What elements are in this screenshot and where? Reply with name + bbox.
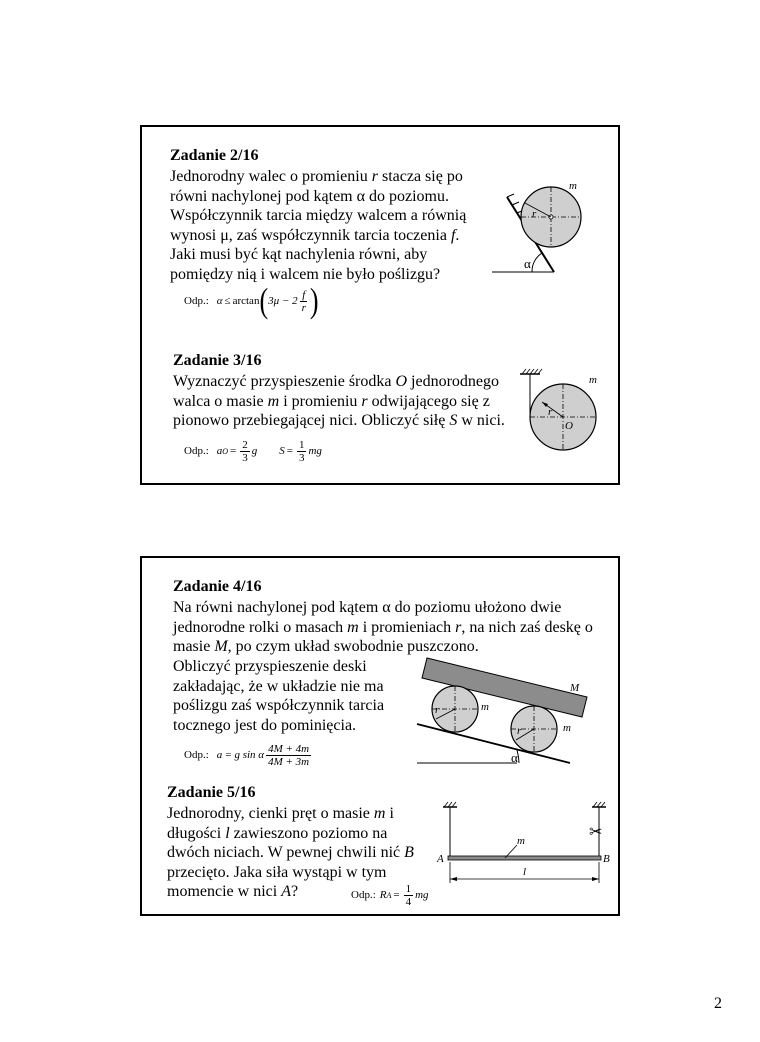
unwinding-cylinder-figure: [515, 369, 615, 479]
radius-label: r: [517, 725, 522, 737]
fraction-numerator: f: [302, 288, 306, 301]
answer-lhs: R: [379, 889, 387, 901]
answer-lhs: α: [216, 295, 223, 307]
text-line: dwóch niciach. W pewnej chwili nić B: [167, 844, 414, 861]
incline-cylinder-figure: [492, 177, 602, 277]
fraction-denominator: 4M + 3m: [268, 755, 310, 768]
text-line: pomiędzy nią i walcem nie było poślizgu?: [170, 265, 441, 283]
fraction-denominator: 3: [242, 451, 248, 464]
answer-term: 3μ − 2: [268, 295, 298, 307]
text-line: Jednorodny, cienki pręt o masie m i: [167, 805, 394, 822]
center-label: O: [565, 420, 573, 432]
slide-1: [140, 125, 620, 485]
angle-label: α: [511, 750, 518, 765]
answer-a-rhs: g: [251, 445, 258, 457]
text-line: walca o masie m i promieniu r odwijającego się z: [173, 392, 490, 410]
text-line: Obliczyć przyspieszenie deski: [173, 658, 367, 675]
text-line: Na równi nachylonej pod kątem α do poziomu ułożono dwie: [173, 599, 562, 616]
answer-rhs: g sin α: [234, 749, 265, 761]
dim-arrow-right: [592, 877, 599, 881]
problem-3-title: Zadanie 3/16: [173, 352, 262, 369]
answer-a-fraction: [240, 439, 250, 464]
answer-fraction: [266, 743, 311, 768]
text-line: momencie w nici A?: [167, 883, 299, 900]
page-number: 2: [714, 995, 722, 1012]
incline-hatch: [512, 202, 519, 205]
radius-label: r: [548, 406, 553, 418]
problem-2-answer: [184, 280, 319, 320]
roller-mass-label: m: [563, 722, 571, 734]
text-line: zakładając, że w układzie nie ma: [173, 677, 384, 695]
problem-3-answer: Odp.: a O = $\frac{2}{3}$ g S = $\frac{1}{3}$ mg: [184, 438, 322, 464]
answer-s-fraction: [297, 439, 307, 464]
answer-label: Odp.:: [351, 889, 376, 901]
text-line: pionowo przebiegającej nici. Obliczyć siłę S w nici.: [173, 412, 505, 429]
text-line: Wyznaczyć przyspieszenie środka O jednorodnego: [173, 373, 500, 390]
dim-arrow-left: [450, 877, 457, 881]
roller-mass-label: m: [481, 701, 489, 713]
fraction-denominator: 4: [405, 895, 412, 908]
answer-s-lhs: S: [279, 445, 285, 457]
point-a-label: A: [437, 853, 444, 865]
answer-label: Odp.:: [184, 445, 209, 457]
radius-label: r: [532, 208, 537, 220]
problem-5-title: Zadanie 5/16: [167, 784, 256, 801]
text-line: poślizgu zaś współczynnik tarcia: [173, 697, 385, 714]
rollers-board-figure: [417, 653, 592, 768]
answer-label: Odp.:: [184, 295, 209, 307]
paren-close: ): [309, 280, 319, 320]
fraction-denominator: r: [301, 301, 306, 314]
answer-a-lhs: a: [216, 445, 223, 457]
answer-subscript: A: [386, 890, 392, 900]
fraction-numerator: 2: [242, 438, 248, 451]
text-line: Współczynnik tarcia między walcem a równią: [170, 207, 467, 224]
answer-lhs: a: [216, 749, 223, 761]
problem-2-title: Zadanie 2/16: [170, 147, 259, 164]
fraction-numerator: 1: [405, 882, 412, 895]
answer-a-subscript: O: [222, 446, 229, 456]
text-line: Jaki musi być kąt nachylenia równi, aby: [170, 246, 428, 263]
text-line: długości l zawieszono poziomo na: [167, 824, 388, 842]
answer-function: arctan: [232, 295, 260, 307]
scissors-icon: ✂: [589, 824, 603, 841]
answer-fraction: [300, 289, 308, 314]
rod-strings-figure: [437, 801, 617, 886]
angle-arc: [532, 253, 542, 272]
radius-label: r: [435, 704, 440, 716]
fraction-numerator: 4M + 4m: [268, 742, 310, 755]
answer-label: Odp.:: [184, 749, 209, 761]
answer-fraction: [404, 883, 414, 908]
paren-open: (: [259, 280, 269, 320]
text-line: przecięto. Jaka siła wystąpi w tym: [167, 863, 387, 881]
angle-label: α: [524, 256, 531, 271]
slide-2: [140, 556, 620, 916]
board-mass-label: M: [570, 682, 580, 694]
problem-5-answer: Odp.: R A = $\frac{1}{4}$ mg: [351, 882, 429, 908]
fraction-numerator: 1: [298, 438, 305, 451]
problem-3-text: [173, 372, 505, 431]
text-line: Jednorodny walec o promieniu r stacza się po: [170, 168, 463, 185]
answer-relation: ≤: [224, 295, 231, 307]
problem-4-text-2: [173, 657, 384, 735]
point-b-label: B: [603, 853, 610, 865]
problem-2-text: [170, 167, 466, 284]
incline-hatch: [507, 194, 514, 197]
answer-s-rhs: mg: [308, 445, 322, 457]
text-line: tocznego jest do pominięcia.: [173, 716, 357, 734]
problem-4-title: Zadanie 4/16: [173, 578, 262, 595]
text-line: jednorodne rolki o masach m i promieniach r, na nich zaś deskę o: [173, 618, 593, 636]
text-line: równi nachylonej pod kątem α do poziomu.: [170, 187, 449, 205]
mass-label: m: [569, 180, 577, 192]
problem-4-text: [173, 598, 593, 657]
mass-label: m: [589, 374, 597, 386]
length-label: l: [523, 866, 527, 878]
problem-4-answer: Odp.: a = g sin α $\frac{4M + 4m}{4M + 3m}$: [184, 742, 310, 768]
rod: [448, 856, 601, 860]
mass-label: m: [517, 835, 525, 847]
fraction-denominator: 3: [298, 451, 305, 464]
answer-rhs: mg: [415, 889, 429, 901]
text-line: masie M, po czym układ swobodnie puszczono.: [173, 638, 479, 655]
text-line: wynosi μ, zaś współczynnik tarcia toczenia f.: [170, 226, 460, 244]
